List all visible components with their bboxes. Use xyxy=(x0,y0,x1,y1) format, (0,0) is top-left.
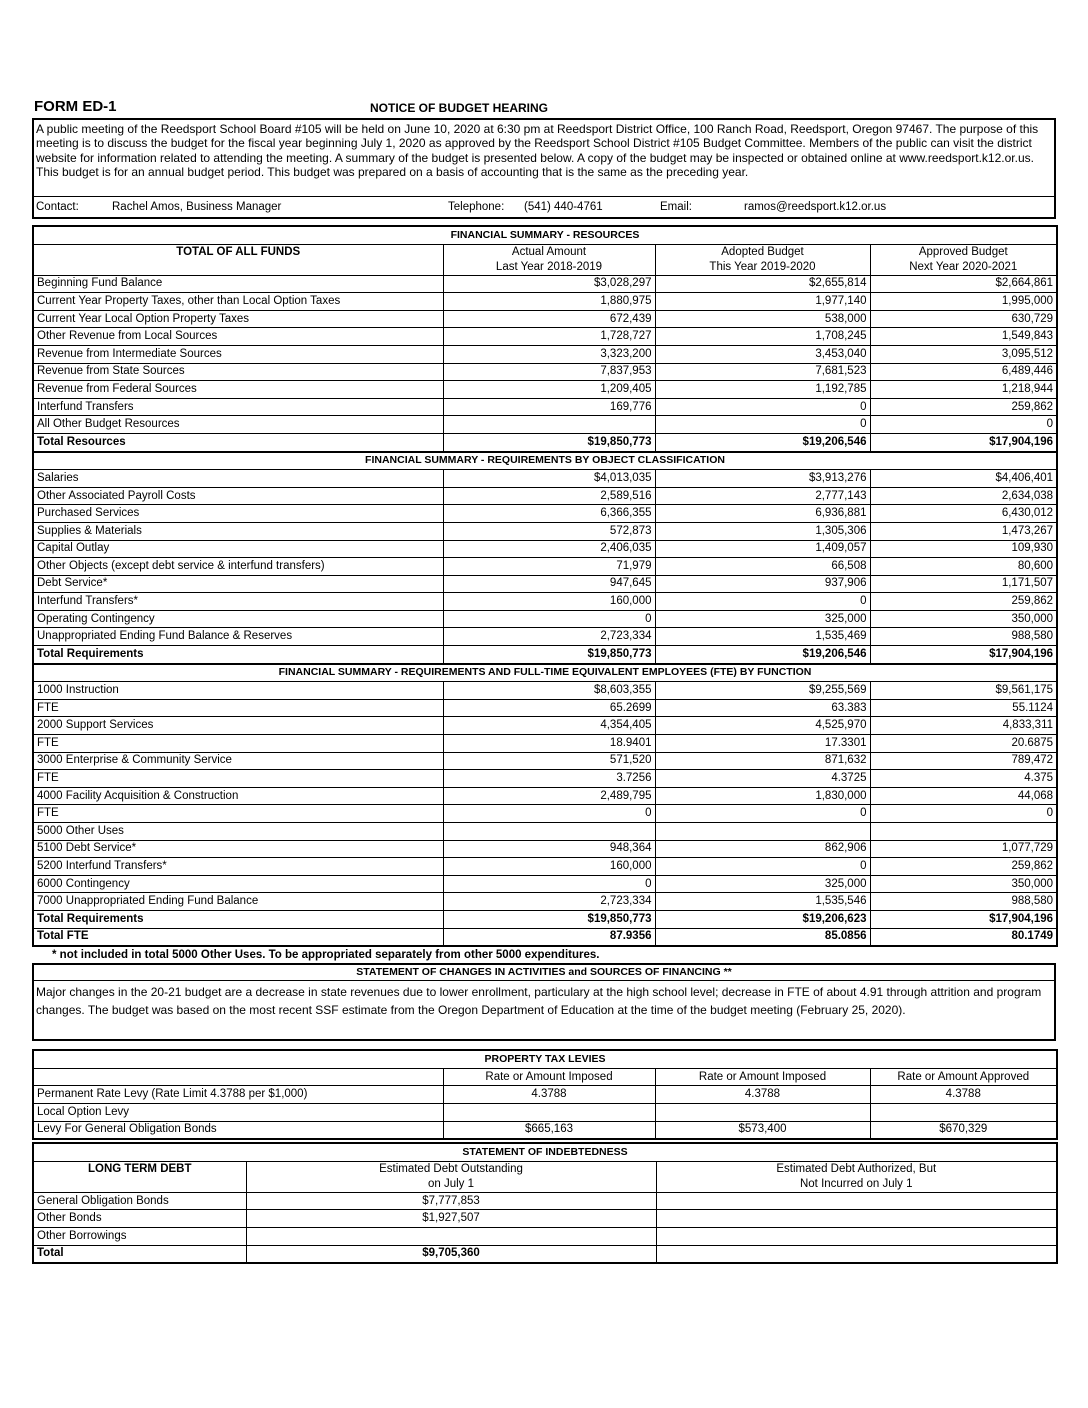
table-row xyxy=(33,752,1057,770)
row-label: Current Year Property Taxes, other than Local Option Taxes xyxy=(33,293,443,311)
row-label: Total Resources xyxy=(33,433,443,451)
actual-amount-header-line2: Last Year 2018-2019 xyxy=(495,260,603,273)
row-label: Purchased Services xyxy=(33,505,443,523)
table-row xyxy=(33,328,1057,346)
row-value: 1,535,546 xyxy=(655,893,870,911)
tax-levies-title: PROPERTY TAX LEVIES xyxy=(33,1050,1057,1068)
row-value: 1,830,000 xyxy=(655,787,870,805)
table-row xyxy=(33,823,1057,841)
row-label: 5200 Interfund Transfers* xyxy=(33,858,443,876)
row-value: 6,936,881 xyxy=(655,505,870,523)
row-value: 1,409,057 xyxy=(655,540,870,558)
row-label: Levy For General Obligation Bonds xyxy=(33,1121,443,1139)
row-value xyxy=(870,1103,1057,1121)
row-value: 259,862 xyxy=(870,593,1057,611)
row-value: 1,209,405 xyxy=(443,381,655,399)
approved-budget-header-line1: Approved Budget xyxy=(918,245,1008,258)
row-value: 4,525,970 xyxy=(655,717,870,735)
row-value: 160,000 xyxy=(443,858,655,876)
table-row xyxy=(33,610,1057,628)
table-row xyxy=(33,522,1057,540)
total-requirements-row xyxy=(33,646,1057,664)
table-row xyxy=(33,682,1057,700)
row-value: 71,979 xyxy=(443,558,655,576)
form-id: FORM ED-1 xyxy=(34,98,117,115)
row-value: $17,904,196 xyxy=(870,646,1057,664)
row-value: $9,705,360 xyxy=(246,1245,656,1263)
telephone-label: Telephone: xyxy=(448,201,505,213)
row-label: Revenue from State Sources xyxy=(33,363,443,381)
table-row xyxy=(33,875,1057,893)
contact-line xyxy=(34,196,1054,217)
approved-budget-header-line2: Next Year 2020-2021 xyxy=(909,260,1018,273)
row-value: 259,862 xyxy=(870,858,1057,876)
row-value: 2,589,516 xyxy=(443,487,655,505)
changes-statement xyxy=(32,963,1056,1041)
row-label: Permanent Rate Levy (Rate Limit 4.3788 per $1,000) xyxy=(33,1086,443,1104)
adopted-budget-header-line2: This Year 2019-2020 xyxy=(709,260,816,273)
form-header xyxy=(32,96,1056,118)
table-row xyxy=(33,1103,1057,1121)
row-value: $1,927,507 xyxy=(246,1210,656,1228)
row-value: 871,632 xyxy=(655,752,870,770)
row-value: 80,600 xyxy=(870,558,1057,576)
row-value: 80.1749 xyxy=(870,928,1057,946)
row-value: $19,206,546 xyxy=(655,646,870,664)
row-value: 0 xyxy=(655,398,870,416)
row-value: 571,520 xyxy=(443,752,655,770)
row-value: $9,561,175 xyxy=(870,682,1057,700)
row-label: Interfund Transfers xyxy=(33,398,443,416)
table-row xyxy=(33,275,1057,293)
row-value: 1,535,469 xyxy=(655,628,870,646)
row-value: 0 xyxy=(655,593,870,611)
resources-section-title: FINANCIAL SUMMARY - RESOURCES xyxy=(33,226,1057,244)
row-value: $3,028,297 xyxy=(443,275,655,293)
row-value: 0 xyxy=(443,805,655,823)
tax-levies-col3-header: Rate or Amount Approved xyxy=(870,1068,1057,1086)
table-row xyxy=(33,381,1057,399)
row-value: 2,634,038 xyxy=(870,487,1057,505)
debt-outstanding-header-line1: Estimated Debt Outstanding xyxy=(379,1162,523,1175)
table-row xyxy=(33,787,1057,805)
row-label: 3000 Enterprise & Community Service xyxy=(33,752,443,770)
row-value: 0 xyxy=(443,610,655,628)
requirements-function-title: FINANCIAL SUMMARY - REQUIREMENTS AND FULL-TIME EQUIVALENT EMPLOYEES (FTE) BY FUNCTION xyxy=(33,664,1057,682)
row-value: 538,000 xyxy=(655,310,870,328)
table-row xyxy=(33,363,1057,381)
row-label: Supplies & Materials xyxy=(33,522,443,540)
total-of-all-funds-header: TOTAL OF ALL FUNDS xyxy=(33,244,443,275)
row-value: 4.3725 xyxy=(655,770,870,788)
row-value: $19,206,546 xyxy=(655,433,870,451)
contact-label: Contact: xyxy=(36,201,79,213)
page-title: NOTICE OF BUDGET HEARING xyxy=(370,101,549,115)
email-label: Email: xyxy=(660,201,692,213)
row-value: 1,549,843 xyxy=(870,328,1057,346)
approved-budget-header xyxy=(870,244,1057,275)
row-label: Debt Service* xyxy=(33,575,443,593)
adopted-budget-header-line1: Adopted Budget xyxy=(721,245,804,258)
contact-name: Rachel Amos, Business Manager xyxy=(112,201,282,213)
row-label: 4000 Facility Acquisition & Construction xyxy=(33,787,443,805)
function-total-requirements-row xyxy=(33,910,1057,928)
row-value: $573,400 xyxy=(655,1121,870,1139)
row-label: Salaries xyxy=(33,470,443,488)
table-row xyxy=(33,345,1057,363)
row-label: General Obligation Bonds xyxy=(33,1192,246,1210)
row-value: 1,473,267 xyxy=(870,522,1057,540)
row-value: $665,163 xyxy=(443,1121,655,1139)
row-value: 1,880,975 xyxy=(443,293,655,311)
requirements-object-title-row xyxy=(33,452,1057,470)
row-label: All Other Budget Resources xyxy=(33,416,443,434)
row-value xyxy=(656,1227,1057,1245)
tax-levies-col2-header: Rate or Amount Imposed xyxy=(655,1068,870,1086)
row-value: 630,729 xyxy=(870,310,1057,328)
row-label: Operating Contingency xyxy=(33,610,443,628)
row-value: 1,192,785 xyxy=(655,381,870,399)
long-term-debt-header: LONG TERM DEBT xyxy=(33,1161,246,1192)
row-value xyxy=(246,1227,656,1245)
row-value: $19,850,773 xyxy=(443,433,655,451)
table-row xyxy=(33,840,1057,858)
table-row xyxy=(33,1227,1057,1245)
row-label: FTE xyxy=(33,805,443,823)
row-value: 862,906 xyxy=(655,840,870,858)
row-value: $19,206,623 xyxy=(655,910,870,928)
table-row xyxy=(33,505,1057,523)
function-total-fte-row xyxy=(33,928,1057,946)
requirements-function-title-row xyxy=(33,664,1057,682)
row-value xyxy=(443,823,655,841)
row-label: Capital Outlay xyxy=(33,540,443,558)
adopted-budget-header xyxy=(655,244,870,275)
row-value: $19,850,773 xyxy=(443,646,655,664)
requirements-object-title: FINANCIAL SUMMARY - REQUIREMENTS BY OBJECT CLASSIFICATION xyxy=(33,452,1057,470)
row-value: 4.3788 xyxy=(655,1086,870,1104)
telephone-number: (541) 440-4761 xyxy=(524,201,603,213)
row-value: 2,489,795 xyxy=(443,787,655,805)
row-value: 0 xyxy=(655,805,870,823)
row-value: 0 xyxy=(655,858,870,876)
row-label: FTE xyxy=(33,735,443,753)
row-value: 65.2699 xyxy=(443,699,655,717)
row-value: 259,862 xyxy=(870,398,1057,416)
row-label: Other Borrowings xyxy=(33,1227,246,1245)
row-value: 0 xyxy=(443,875,655,893)
row-label: FTE xyxy=(33,699,443,717)
row-value: 2,777,143 xyxy=(655,487,870,505)
table-row xyxy=(33,416,1057,434)
indebtedness-table xyxy=(32,1142,1058,1264)
table-row xyxy=(33,398,1057,416)
row-value: 572,873 xyxy=(443,522,655,540)
table-row xyxy=(33,293,1057,311)
row-value: $4,406,401 xyxy=(870,470,1057,488)
row-value: 1,977,140 xyxy=(655,293,870,311)
row-value: $670,329 xyxy=(870,1121,1057,1139)
row-value: 948,364 xyxy=(443,840,655,858)
row-label: Unappropriated Ending Fund Balance & Reserves xyxy=(33,628,443,646)
footnote: * not included in total 5000 Other Uses. To be appropriated separately from other 5000 expenditures. xyxy=(52,949,600,962)
email-address[interactable]: ramos@reedsport.k12.or.us xyxy=(744,201,887,213)
row-value: 6,430,012 xyxy=(870,505,1057,523)
debt-authorized-header-line1: Estimated Debt Authorized, But xyxy=(776,1162,937,1175)
row-value: 937,906 xyxy=(655,575,870,593)
table-row xyxy=(33,470,1057,488)
row-label: Other Associated Payroll Costs xyxy=(33,487,443,505)
table-row xyxy=(33,1210,1057,1228)
row-value: 63.383 xyxy=(655,699,870,717)
table-row xyxy=(33,699,1057,717)
row-label: Total xyxy=(33,1245,246,1263)
notice-box xyxy=(32,118,1056,219)
table-row xyxy=(33,770,1057,788)
row-value: $3,913,276 xyxy=(655,470,870,488)
table-row xyxy=(33,540,1057,558)
row-value: 789,472 xyxy=(870,752,1057,770)
row-value: $17,904,196 xyxy=(870,910,1057,928)
table-row xyxy=(33,310,1057,328)
row-value: $4,013,035 xyxy=(443,470,655,488)
row-label: 5100 Debt Service* xyxy=(33,840,443,858)
financial-summary-table xyxy=(32,225,1058,947)
debt-outstanding-header xyxy=(246,1161,656,1192)
row-value: 3,095,512 xyxy=(870,345,1057,363)
debt-outstanding-header-line2: on July 1 xyxy=(427,1177,475,1190)
row-value: 1,218,944 xyxy=(870,381,1057,399)
row-value: $19,850,773 xyxy=(443,910,655,928)
row-label: 2000 Support Services xyxy=(33,717,443,735)
table-row xyxy=(33,575,1057,593)
row-value xyxy=(443,1103,655,1121)
budget-notice-form xyxy=(32,96,1056,1264)
row-label: Revenue from Federal Sources xyxy=(33,381,443,399)
total-resources-row xyxy=(33,433,1057,451)
row-label: Local Option Levy xyxy=(33,1103,443,1121)
actual-amount-header xyxy=(443,244,655,275)
table-row xyxy=(33,805,1057,823)
row-value: 6,489,446 xyxy=(870,363,1057,381)
row-value xyxy=(656,1245,1057,1263)
row-value: 18.9401 xyxy=(443,735,655,753)
row-value: $9,255,569 xyxy=(655,682,870,700)
row-value xyxy=(443,416,655,434)
row-value: 1,305,306 xyxy=(655,522,870,540)
row-label: Total Requirements xyxy=(33,646,443,664)
table-row xyxy=(33,893,1057,911)
row-label: Total FTE xyxy=(33,928,443,946)
row-label: FTE xyxy=(33,770,443,788)
row-value: 2,723,334 xyxy=(443,893,655,911)
row-value: 44,068 xyxy=(870,787,1057,805)
table-row xyxy=(33,1121,1057,1139)
row-value: 1,995,000 xyxy=(870,293,1057,311)
property-tax-levies-table xyxy=(32,1049,1058,1140)
row-label: 7000 Unappropriated Ending Fund Balance xyxy=(33,893,443,911)
row-value: 85.0856 xyxy=(655,928,870,946)
row-label: 6000 Contingency xyxy=(33,875,443,893)
row-value: 2,406,035 xyxy=(443,540,655,558)
tax-levies-col1-header: Rate or Amount Imposed xyxy=(443,1068,655,1086)
row-value: 325,000 xyxy=(655,875,870,893)
table-row xyxy=(33,628,1057,646)
row-value: 988,580 xyxy=(870,893,1057,911)
changes-text: Major changes in the 20-21 budget are a decrease in state revenues due to lower enrollment, particulary at the high school level; decrease in FTE of about 4.91 through attrition and program changes. The budget was based on the most recent SSF estimate from the Oregon Department of Education at the time of the budget meeting (February 25, 2020). xyxy=(36,985,1042,1018)
row-label: Other Objects (except debt service & interfund transfers) xyxy=(33,558,443,576)
debt-authorized-header-line2: Not Incurred on July 1 xyxy=(799,1177,913,1190)
row-value: 988,580 xyxy=(870,628,1057,646)
indebtedness-title: STATEMENT OF INDEBTEDNESS xyxy=(33,1143,1057,1161)
notice-text: A public meeting of the Reedsport School Board #105 will be held on June 10, 2020 at 6:30 pm at Reedsport District Office, 100 Ranch Road, Reedsport, Oregon 97467. The purpose of this meeting is to discuss the budget for the fiscal year beginning July 1, 2020 as approved by the Reedsport School District #105 Budget Committee. Members of the public can visit the district website for information related to attending the meeting. A summary of the budget is presented below. A copy of the budget may be inspected or obtained online at www.reedsport.k12.or.us. This budget is for an annual budget period. This budget was prepared on a basis of accounting that is the same as the preceding year. xyxy=(36,122,1039,180)
row-value: $8,603,355 xyxy=(443,682,655,700)
row-value: 325,000 xyxy=(655,610,870,628)
debt-authorized-header xyxy=(656,1161,1057,1192)
row-value: 1,728,727 xyxy=(443,328,655,346)
row-value: 6,366,355 xyxy=(443,505,655,523)
row-value: 3,323,200 xyxy=(443,345,655,363)
row-value: 169,776 xyxy=(443,398,655,416)
row-label: Revenue from Intermediate Sources xyxy=(33,345,443,363)
row-label: Other Revenue from Local Sources xyxy=(33,328,443,346)
row-value xyxy=(656,1192,1057,1210)
actual-amount-header-line1: Actual Amount xyxy=(511,245,587,258)
row-value: 4.375 xyxy=(870,770,1057,788)
row-label: Total Requirements xyxy=(33,910,443,928)
row-value: 4.3788 xyxy=(443,1086,655,1104)
row-value: 109,930 xyxy=(870,540,1057,558)
row-label: Beginning Fund Balance xyxy=(33,275,443,293)
row-value: 0 xyxy=(655,416,870,434)
row-value: 66,508 xyxy=(655,558,870,576)
table-row xyxy=(33,717,1057,735)
row-value: 7,837,953 xyxy=(443,363,655,381)
row-value xyxy=(655,1103,870,1121)
row-value: $7,777,853 xyxy=(246,1192,656,1210)
row-value: 1,171,507 xyxy=(870,575,1057,593)
row-label: Other Bonds xyxy=(33,1210,246,1228)
table-row xyxy=(33,558,1057,576)
row-label: 5000 Other Uses xyxy=(33,823,443,841)
row-label: 1000 Instruction xyxy=(33,682,443,700)
debt-total-row xyxy=(33,1245,1057,1263)
row-value: 1,077,729 xyxy=(870,840,1057,858)
row-value: 1,708,245 xyxy=(655,328,870,346)
row-label: Interfund Transfers* xyxy=(33,593,443,611)
row-value: 672,439 xyxy=(443,310,655,328)
row-value: 350,000 xyxy=(870,610,1057,628)
row-value: $17,904,196 xyxy=(870,433,1057,451)
row-value xyxy=(655,823,870,841)
table-row xyxy=(33,735,1057,753)
row-value: 4,833,311 xyxy=(870,717,1057,735)
row-value: $2,664,861 xyxy=(870,275,1057,293)
row-value: 2,723,334 xyxy=(443,628,655,646)
table-row xyxy=(33,487,1057,505)
row-value: 20.6875 xyxy=(870,735,1057,753)
row-value: $2,655,814 xyxy=(655,275,870,293)
row-value: 3,453,040 xyxy=(655,345,870,363)
row-label: Current Year Local Option Property Taxes xyxy=(33,310,443,328)
row-value: 947,645 xyxy=(443,575,655,593)
table-row xyxy=(33,858,1057,876)
table-row xyxy=(33,1192,1057,1210)
row-value: 350,000 xyxy=(870,875,1057,893)
row-value: 4,354,405 xyxy=(443,717,655,735)
row-value xyxy=(656,1210,1057,1228)
table-row xyxy=(33,1086,1057,1104)
row-value: 17.3301 xyxy=(655,735,870,753)
tax-levies-blank-header xyxy=(33,1068,443,1086)
row-value: 7,681,523 xyxy=(655,363,870,381)
row-value: 4.3788 xyxy=(870,1086,1057,1104)
row-value: 3.7256 xyxy=(443,770,655,788)
row-value: 160,000 xyxy=(443,593,655,611)
row-value: 0 xyxy=(870,416,1057,434)
row-value: 87.9356 xyxy=(443,928,655,946)
row-value xyxy=(870,823,1057,841)
row-value: 0 xyxy=(870,805,1057,823)
table-row xyxy=(33,593,1057,611)
changes-title: STATEMENT OF CHANGES IN ACTIVITIES and SOURCES OF FINANCING ** xyxy=(34,965,1054,981)
row-value: 55.1124 xyxy=(870,699,1057,717)
